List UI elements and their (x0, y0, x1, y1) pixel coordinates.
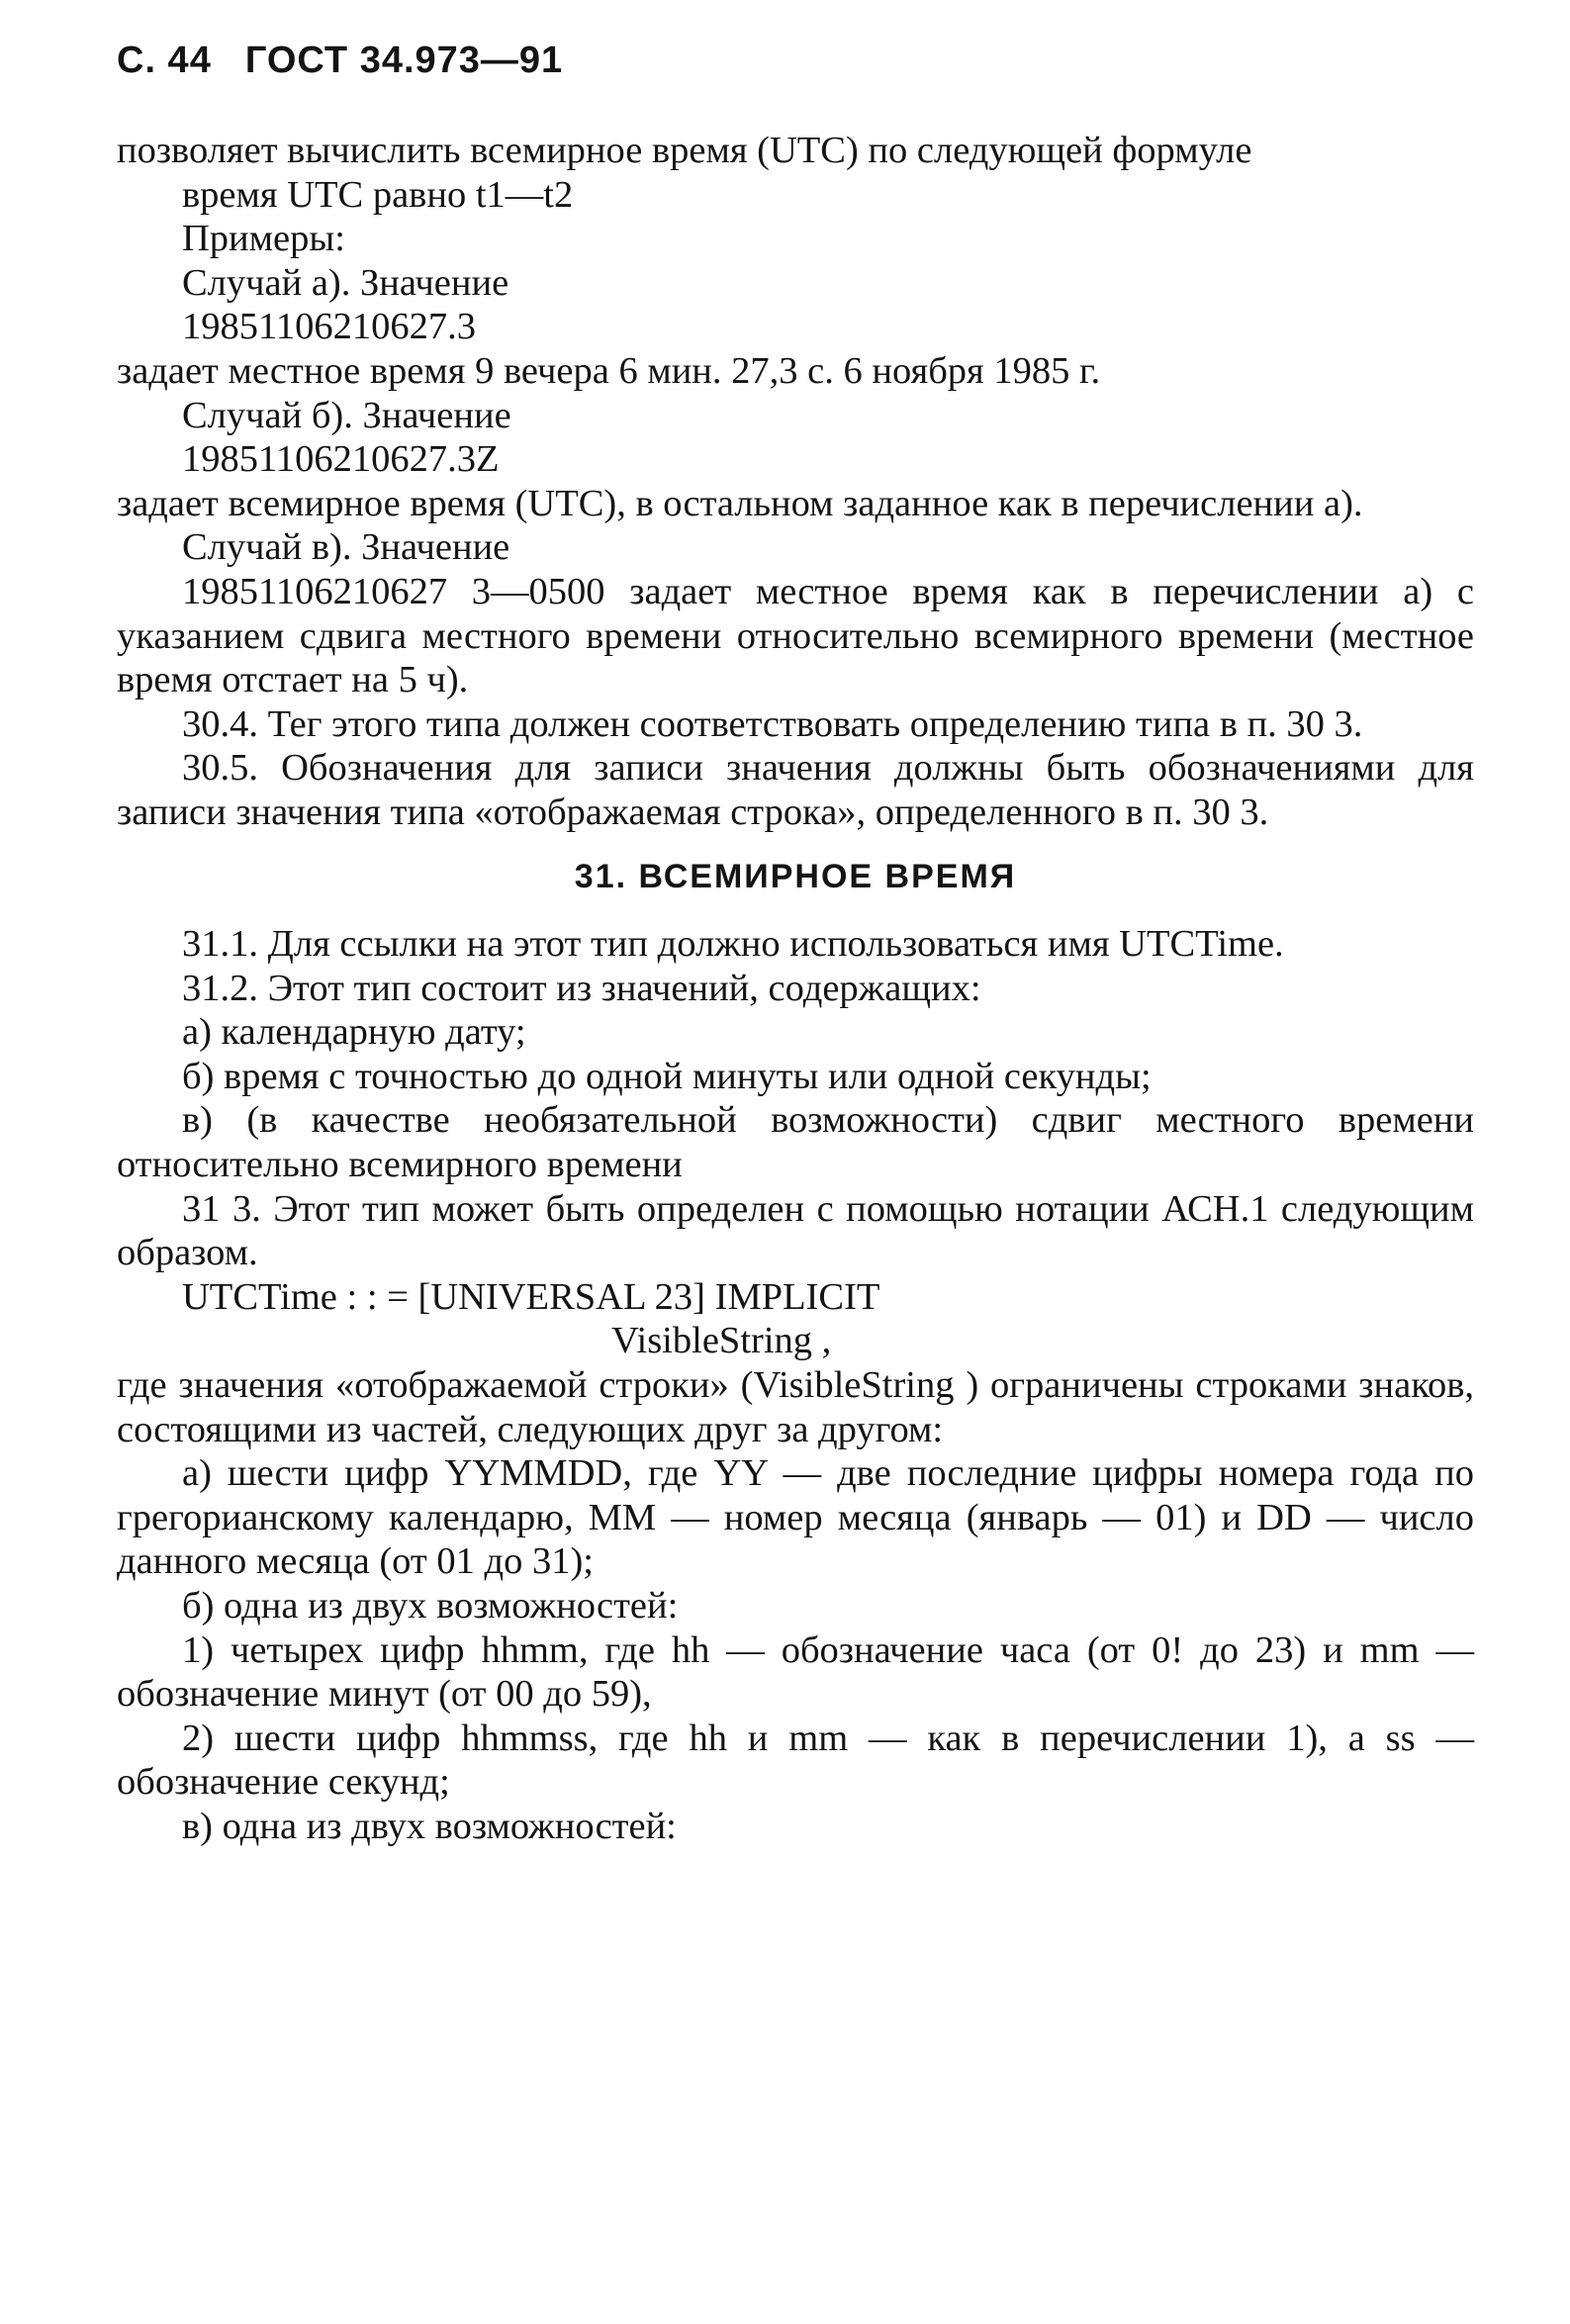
list-item: в) (в качестве необязательной возможности) сдвиг местного времени относительно всемирного времени (117, 1099, 1474, 1186)
asn1-definition-line: VisibleString , (611, 1320, 832, 1362)
page-number: С. 44 (117, 40, 212, 81)
list-item: а) шести цифр YYMMDD, где YY — две последние цифры номера года по грегорианскому календарю, ММ — номер месяца (январь — 01) и DD — число данного месяца (от 01 до 31); (117, 1452, 1474, 1583)
paragraph: задает местное время 9 вечера 6 мин. 27,3 с. 6 ноября 1985 г. (117, 349, 1101, 392)
list-item: б) одна из двух возможностей: (182, 1585, 679, 1627)
paragraph: где значения «отображаемой строки» (VisibleString ) ограничены строками знаков, состоящими из частей, следующих друг за другом: (117, 1364, 1474, 1450)
paragraph: 19851106210627 3—0500 задает местное время как в перечислении а) с указанием сдвига местного времени относительно всемирного времени (местное время отстает на 5 ч). (117, 570, 1474, 701)
asn1-definition-line: UTCTime : : = [UNIVERSAL 23] IMPLICIT (182, 1275, 880, 1318)
clause-30-5: 30.5. Обозначения для записи значения должны быть обозначениями для записи значения типа «отображаемая строка», определенного в п. 30 3. (117, 747, 1474, 833)
formula-line: время UTC равно t1—t2 (182, 173, 574, 216)
example-value: 19851106210627.3 (182, 306, 476, 348)
clause-31-1: 31.1. Для ссылки на этот тип должно использоваться имя UTCTime. (182, 923, 1284, 966)
examples-label: Примеры: (182, 218, 345, 260)
list-item: а) календарную дату; (182, 1011, 526, 1054)
paragraph: задает всемирное время (UTC), в остальном заданное как в перечислении а). (117, 482, 1363, 524)
case-label: Случай в). Значение (182, 526, 510, 569)
section-heading: 31. ВСЕМИРНОЕ ВРЕМЯ (574, 857, 1017, 895)
clause-31-2: 31.2. Этот тип состоит из значений, содержащих: (182, 967, 981, 1009)
case-label: Случай а). Значение (182, 261, 509, 304)
clause-31-3: 31 3. Этот тип может быть определен с помощью нотации АСН.1 следующим образом. (117, 1187, 1474, 1274)
list-item: в) одна из двух возможностей: (182, 1805, 677, 1847)
list-item: 2) шести цифр hhmmss, где hh и mm — как в перечислении 1), a ss — обозначение секунд; (117, 1717, 1474, 1804)
paragraph: позволяет вычислить всемирное время (UTC) по следующей формуле (117, 130, 1252, 171)
page-body (117, 129, 1474, 1849)
page-header (117, 40, 597, 82)
example-value: 19851106210627.3Z (182, 438, 500, 481)
list-item: б) время с точностью до одной минуты или одной секунды; (182, 1055, 1152, 1097)
list-item: 1) четырех цифр hhmm, где hh — обозначение часа (от 0! до 23) и mm — обозначение минут (от 00 до 59), (117, 1628, 1474, 1716)
clause-30-4: 30.4. Тег этого типа должен соответствовать определению типа в п. 30 3. (182, 702, 1363, 745)
standard-code: ГОСТ 34.973—91 (244, 40, 564, 81)
case-label: Случай б). Значение (182, 394, 511, 436)
